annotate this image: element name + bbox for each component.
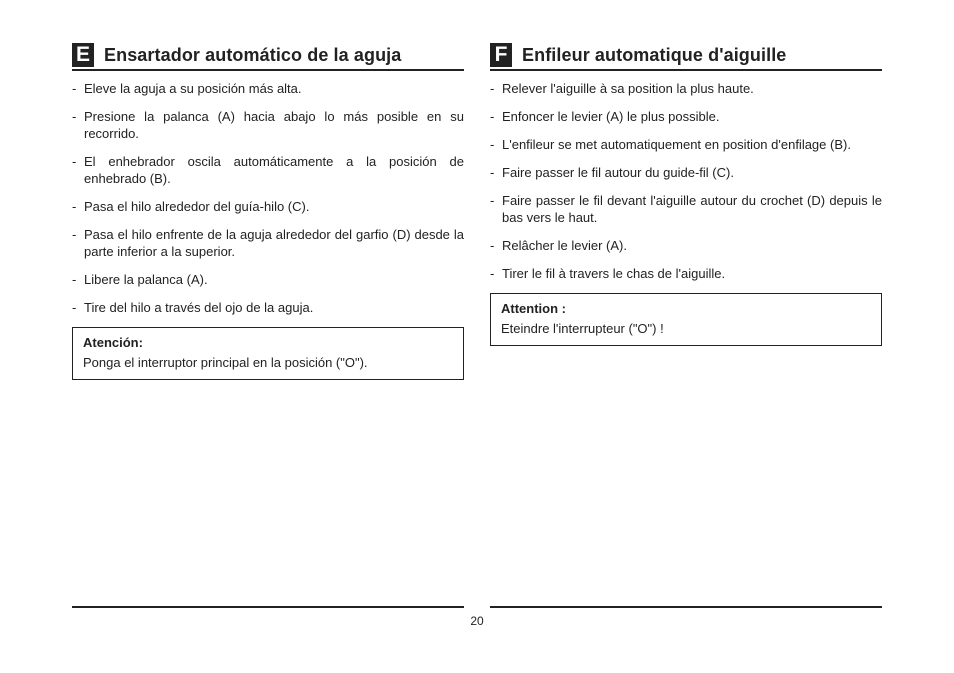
step-text: Pasa el hilo enfrente de la aguja alrededor del garfio (D) desde la parte inferior a la superior. (84, 227, 464, 259)
step-text: Pasa el hilo alrededor del guía-hilo (C). (84, 199, 310, 214)
attention-text: Eteindre l'interrupteur ("O") ! (501, 321, 664, 336)
step-item (490, 80, 882, 97)
dash-bullet: - (72, 272, 77, 287)
step-item (72, 299, 464, 316)
dash-bullet: - (490, 238, 495, 253)
step-text: Relever l'aiguille à sa position la plus haute. (502, 81, 754, 96)
step-item (72, 108, 464, 142)
language-badge-f: F (490, 43, 512, 67)
step-item (72, 226, 464, 260)
dash-bullet: - (72, 81, 77, 96)
step-text: Relâcher le levier (A). (502, 238, 627, 253)
footer-divider (72, 606, 464, 608)
dash-bullet: - (490, 165, 495, 180)
step-item (72, 153, 464, 187)
step-list (72, 80, 464, 316)
step-text: Libere la palanca (A). (84, 272, 208, 287)
page-number: 20 (470, 614, 484, 628)
step-item (490, 265, 882, 282)
section-header (72, 42, 464, 71)
section-french (490, 42, 882, 346)
footer-divider (490, 606, 882, 608)
attention-label: Atención: (83, 335, 143, 350)
step-text: Tirer le fil à travers le chas de l'aiguille. (502, 266, 726, 281)
step-text: Enfoncer le levier (A) le plus possible. (502, 109, 720, 124)
dash-bullet: - (490, 266, 495, 281)
section-title: Ensartador automático de la aguja (104, 44, 402, 65)
attention-label: Attention : (501, 301, 566, 316)
step-text: Presione la palanca (A) hacia abajo lo más posible en su recorrido. (84, 109, 464, 141)
language-badge-e: E (72, 43, 94, 67)
dash-bullet: - (72, 227, 77, 242)
step-text: Faire passer le fil devant l'aiguille autour du crochet (D) depuis le bas vers le haut. (502, 193, 882, 225)
dash-bullet: - (72, 199, 77, 214)
dash-bullet: - (490, 137, 495, 152)
step-text: Faire passer le fil autour du guide-fil (C). (502, 165, 734, 180)
step-list (490, 80, 882, 282)
step-item (72, 80, 464, 97)
dash-bullet: - (72, 300, 77, 315)
section-title: Enfileur automatique d'aiguille (522, 44, 787, 65)
attention-text: Ponga el interruptor principal en la posición ("O"). (83, 355, 368, 370)
dash-bullet: - (72, 109, 77, 124)
step-item (72, 271, 464, 288)
step-item (490, 164, 882, 181)
attention-box (490, 293, 882, 346)
step-text: Eleve la aguja a su posición más alta. (84, 81, 302, 96)
section-header (490, 42, 882, 71)
step-text: Tire del hilo a través del ojo de la aguja. (84, 300, 314, 315)
step-item (72, 198, 464, 215)
step-text: L'enfileur se met automatiquement en position d'enfilage (B). (502, 137, 851, 152)
dash-bullet: - (72, 154, 77, 169)
section-spanish (72, 42, 464, 380)
step-item (490, 237, 882, 254)
dash-bullet: - (490, 109, 495, 124)
attention-box (72, 327, 464, 380)
dash-bullet: - (490, 193, 495, 208)
step-item (490, 108, 882, 125)
dash-bullet: - (490, 81, 495, 96)
step-text: El enhebrador oscila automáticamente a la posición de enhebrado (B). (84, 154, 464, 186)
step-item (490, 136, 882, 153)
step-item (490, 192, 882, 226)
